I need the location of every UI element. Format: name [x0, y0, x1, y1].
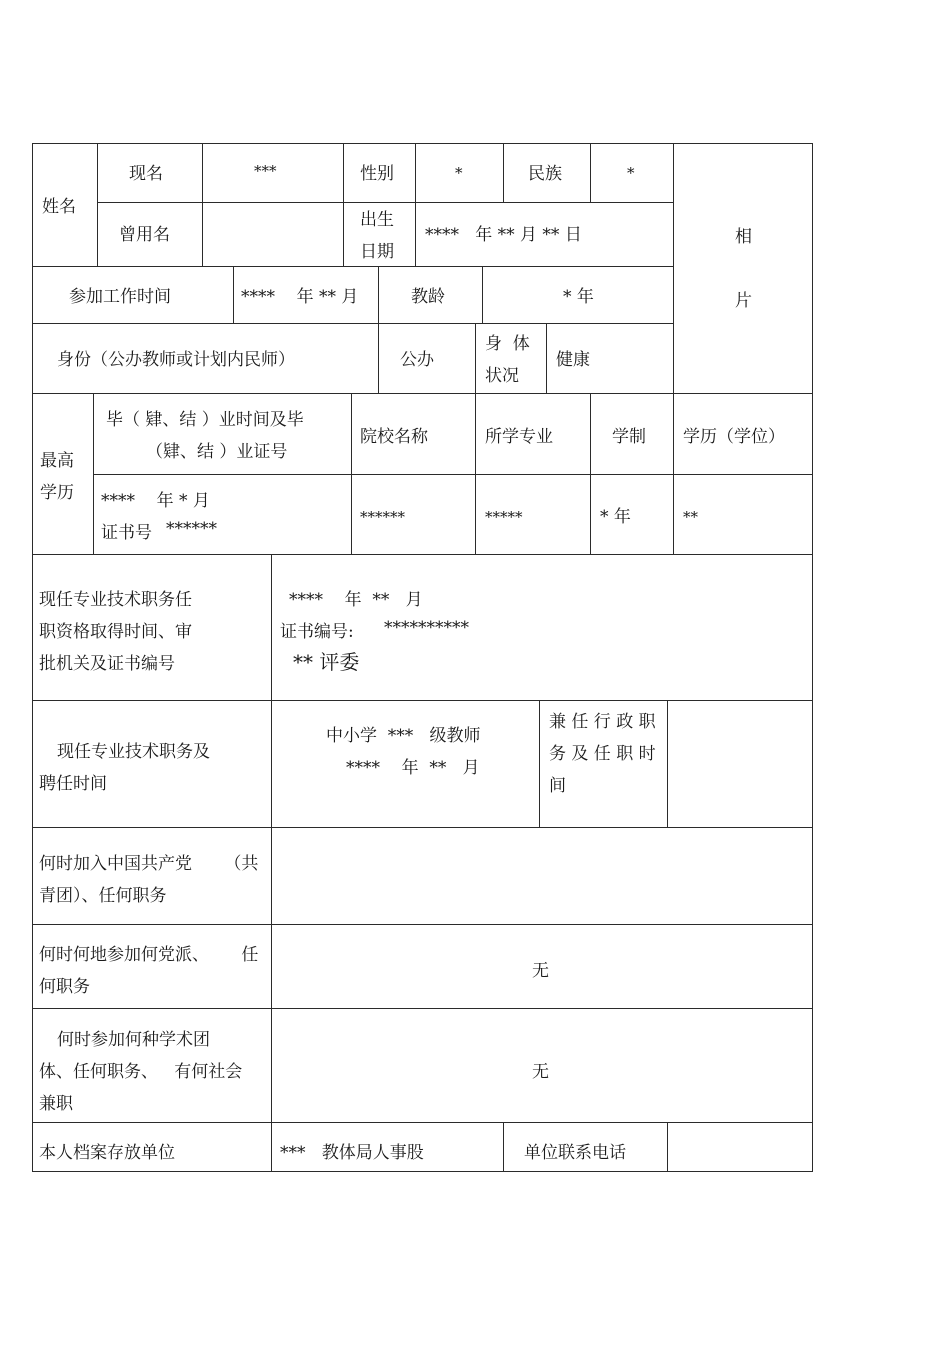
academic-label: 何时参加何种学术团 — [57, 1030, 210, 1050]
health-label: 状况 — [485, 366, 519, 386]
admin-position-label: 务 及 任 职 时 — [549, 744, 656, 764]
health-value[interactable]: 健康 — [556, 350, 590, 370]
health-label: 身 体 — [485, 334, 530, 354]
academic-value[interactable]: 无 — [532, 1062, 549, 1082]
current-name-label: 现名 — [129, 164, 163, 184]
rule — [32, 827, 813, 828]
rule — [343, 143, 344, 266]
position-title-value[interactable]: 中小学 *** 级教师 — [326, 726, 481, 746]
table-border-right — [812, 143, 813, 1172]
degree-header: 学历（学位） — [683, 427, 785, 447]
current-name-value[interactable]: *** — [254, 162, 277, 180]
rule — [32, 393, 813, 394]
rule — [539, 700, 540, 827]
party-join-label: 青团）、任何职务 — [39, 886, 167, 906]
identity-label: 身份（公办教师或计划内民师） — [57, 350, 295, 370]
archive-value[interactable]: *** 教体局人事股 — [280, 1143, 424, 1163]
rule — [475, 323, 476, 393]
birth-date-value[interactable]: **** 年 ** 月 ** 日 — [425, 225, 582, 245]
position-label: 聘任时间 — [39, 774, 107, 794]
certificate-label: 证书号 — [101, 523, 152, 543]
former-name-label: 曾用名 — [119, 225, 170, 245]
graduation-header: 毕（ 肄、结 ）业时间及毕 — [106, 410, 304, 430]
duration-header: 学制 — [612, 427, 646, 447]
rule — [32, 323, 673, 324]
photo-placeholder: 片 — [735, 291, 752, 311]
table-border-top — [32, 143, 813, 144]
table-border-left — [32, 143, 33, 1172]
position-time-value[interactable]: **** 年 ** 月 — [346, 758, 480, 778]
rule — [271, 554, 272, 1172]
archive-label: 本人档案存放单位 — [39, 1143, 175, 1163]
rule — [93, 393, 94, 554]
school-header: 院校名称 — [360, 427, 428, 447]
rule — [97, 202, 673, 203]
rule — [351, 393, 352, 554]
academic-label: 兼职 — [39, 1094, 73, 1114]
qualification-cert-value[interactable]: ********** — [384, 618, 469, 638]
rule — [475, 393, 476, 554]
teaching-age-label: 教龄 — [411, 287, 445, 307]
qualification-label: 职资格取得时间、审 — [39, 622, 192, 642]
ethnicity-label: 民族 — [528, 164, 562, 184]
birth-date-label: 出生 — [360, 210, 394, 230]
teaching-age-value[interactable]: * 年 — [563, 287, 594, 307]
rule — [93, 474, 813, 475]
rule — [32, 1008, 813, 1009]
rule — [32, 1122, 813, 1123]
other-party-label: 何时何地参加何党派、 任 — [39, 945, 259, 965]
duration-value[interactable]: * 年 — [600, 507, 631, 527]
personnel-form-table — [32, 143, 813, 1172]
rule — [233, 266, 234, 323]
table-border-bottom — [32, 1171, 813, 1172]
rule — [503, 1122, 504, 1172]
work-start-label: 参加工作时间 — [69, 287, 171, 307]
rule — [97, 143, 98, 266]
admin-position-label: 兼 任 行 政 职 — [549, 712, 656, 732]
rule — [32, 554, 813, 555]
name-label: 姓名 — [42, 197, 76, 217]
rule — [378, 266, 379, 393]
rule — [202, 143, 203, 266]
identity-value[interactable]: 公办 — [400, 350, 434, 370]
birth-date-label: 日期 — [360, 242, 394, 262]
education-label: 最高 — [40, 451, 74, 471]
academic-label: 体、任何职务、 有何社会 — [39, 1062, 243, 1082]
qualification-label: 批机关及证书编号 — [39, 654, 175, 674]
rule — [32, 700, 813, 701]
other-party-value[interactable]: 无 — [532, 961, 549, 981]
position-label: 现任专业技术职务及 — [57, 742, 210, 762]
major-value[interactable]: ***** — [485, 508, 523, 526]
ethnicity-value[interactable]: * — [627, 164, 635, 182]
rule — [32, 266, 673, 267]
degree-value[interactable]: ** — [683, 508, 698, 526]
rule — [673, 143, 674, 554]
rule — [546, 323, 547, 393]
graduation-time-value[interactable]: **** 年 * 月 — [101, 491, 210, 511]
major-header: 所学专业 — [485, 427, 553, 447]
photo-placeholder: 相 — [735, 227, 752, 247]
rule — [482, 266, 483, 323]
admin-position-label: 间 — [549, 776, 566, 796]
rule — [667, 700, 668, 827]
qualification-authority-value[interactable]: ** 评委 — [293, 650, 360, 674]
qualification-label: 现任专业技术职务任 — [39, 590, 192, 610]
qualification-cert-label: 证书编号: — [280, 622, 354, 642]
rule — [415, 143, 416, 266]
rule — [503, 143, 504, 203]
work-start-value[interactable]: **** 年 ** 月 — [241, 287, 359, 307]
other-party-label: 何职务 — [39, 977, 90, 997]
rule — [590, 393, 591, 554]
party-join-label: 何时加入中国共产党 （共 — [39, 854, 259, 874]
school-value[interactable]: ****** — [360, 508, 405, 526]
education-label: 学历 — [40, 483, 74, 503]
gender-label: 性别 — [360, 164, 394, 184]
certificate-value[interactable]: ****** — [166, 519, 217, 539]
graduation-header: （肄、结 ）业证号 — [146, 442, 288, 462]
rule — [590, 143, 591, 203]
rule — [667, 1122, 668, 1172]
rule — [32, 924, 813, 925]
phone-label: 单位联系电话 — [524, 1143, 626, 1163]
qualification-time-value[interactable]: **** 年 ** 月 — [289, 590, 423, 610]
gender-value[interactable]: * — [455, 164, 463, 182]
